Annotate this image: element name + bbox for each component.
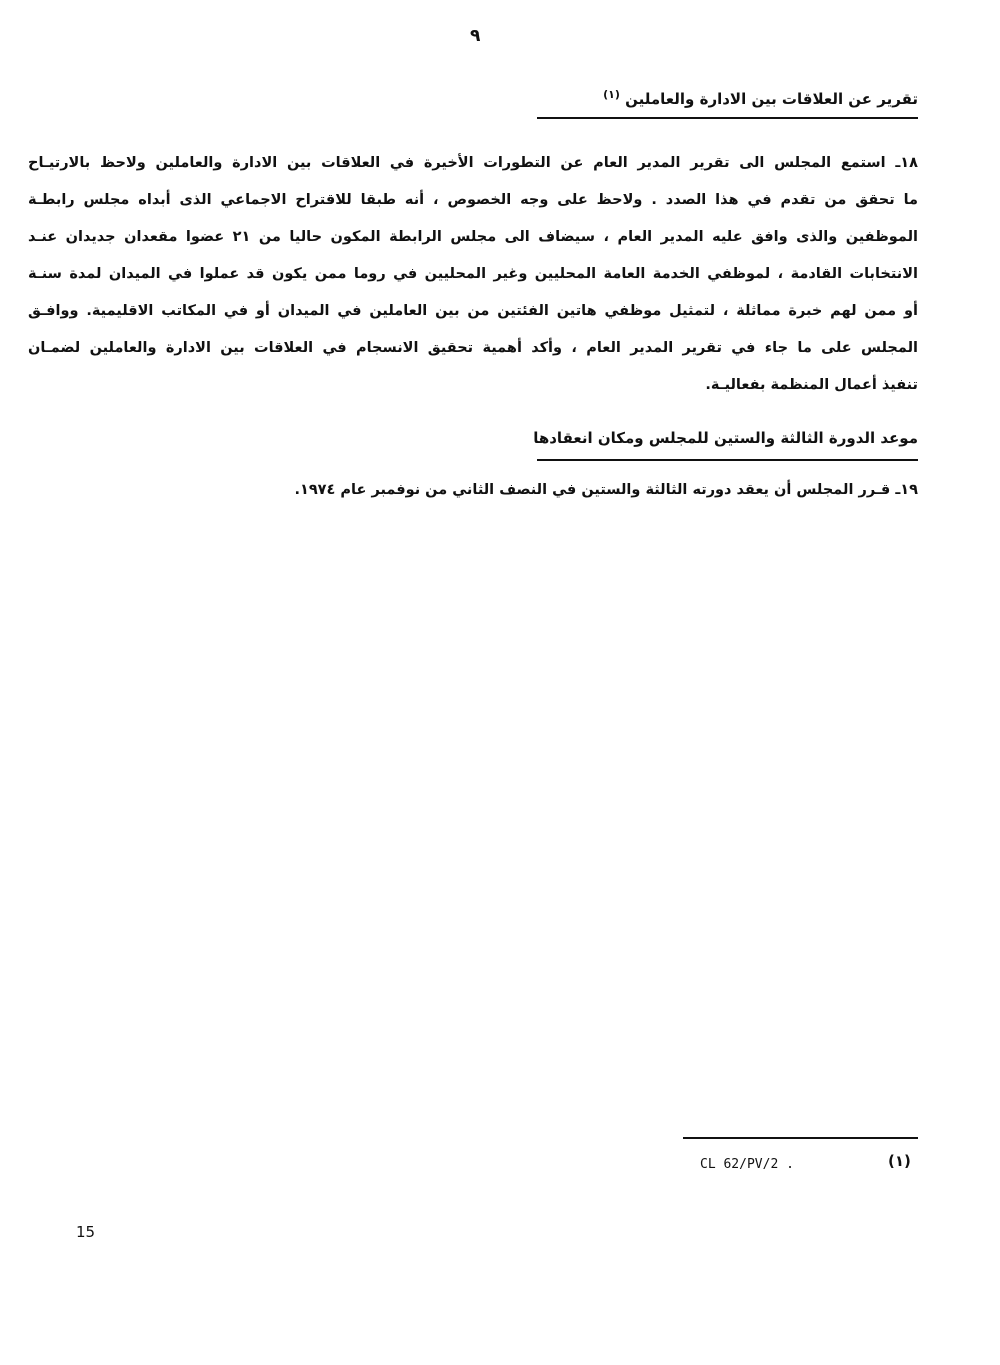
paragraph-line: ١٨ـ استمع المجلس الى تقرير المدير العام عن التطورات الأخيرة في العلاقات بين الادارة والعاملين ولاحظ بالارتيـاح [28,155,918,171]
footnote-mark: (١) [888,1152,911,1170]
heading-text: تقرير عن العلاقات بين الادارة والعاملين [625,90,918,108]
paragraph-line: تنفيذ أعمال المنظمة بفعاليـة. [705,377,918,393]
footnote-reference: (١) [603,88,620,101]
heading-underline [537,117,918,119]
paragraph-18 [28,145,918,404]
paragraph-19: ١٩ـ قـرر المجلس أن يعقد دورته الثالثة والستين في النصف الثاني من نوفمبر عام ١٩٧٤. [294,482,918,498]
heading-underline [537,459,918,461]
paragraph-line: الموظفين والذى وافق عليه المدير العام ، سيضاف الى مجلس الرابطة المكون حاليا من ٢١ عضوا مقعدان جديدان عنـد [28,229,918,245]
paragraph-line: الانتخابات القادمة ، لموظفي الخدمة العامة المحليين وغير المحليين في روما ممن يكون قد عملوا في الميدان لمدة سنـة [28,266,918,282]
footnote-text: CL 62/PV/2 . [700,1157,794,1172]
paragraph-line: أو ممن لهم خبرة مماثلة ، لتمثيل موظفي هاتين الفئتين من بين العاملين في الميدان أو في المكاتب الاقليمية. ووافـق [28,303,918,319]
footer-page-number: 15 [76,1223,96,1241]
section-heading-session: موعد الدورة الثالثة والستين للمجلس ومكان انعقادها [533,429,918,447]
footnote-rule [683,1137,918,1139]
paragraph-line: ما تحقق من تقدم في هذا الصدد . ولاحظ على وجه الخصوص ، أنه طبقا للاقتراح الاجماعي الذى أبداه مجلس رابطـة [28,192,918,208]
section-heading-relations [603,88,918,108]
paragraph-line: المجلس على ما جاء في تقرير المدير العام ، وأكد أهمية تحقيق الانسجام في العلاقات بين الادارة والعاملين لضمـان [28,340,918,356]
page-number: ٩ [470,26,481,46]
